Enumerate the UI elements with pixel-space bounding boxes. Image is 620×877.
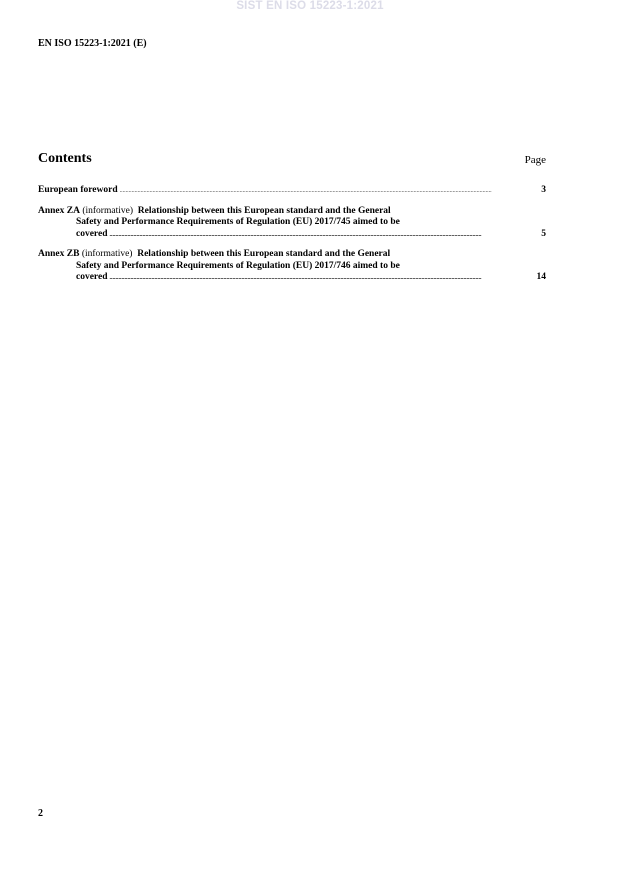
toc-entry-title-line3[interactable]: covered [76, 228, 108, 239]
toc-entry-annex-za[interactable] [38, 206, 546, 242]
toc-entry-page[interactable]: 14 [536, 272, 546, 282]
toc-entry-prefix: Annex ZB [38, 249, 80, 259]
watermark: SIST EN ISO 15223-1:2021 [236, 0, 384, 12]
toc-entry-foreword[interactable] [38, 185, 546, 198]
toc-entry-note: (informative) [82, 205, 133, 216]
toc-entry-title-line2[interactable]: Safety and Performance Requirements of Regulation (EU) 2017/745 aimed to be [76, 217, 400, 227]
toc-entry-page[interactable]: 3 [541, 185, 546, 195]
toc-entry-title-line1[interactable]: Relationship between this European standard and the General [137, 249, 391, 259]
page-number: 2 [38, 808, 43, 819]
page-column-heading: Page [524, 154, 546, 166]
toc-entry-annex-zb[interactable] [38, 249, 546, 285]
toc-entry-title-line3[interactable]: covered [76, 272, 108, 282]
toc-dot-leader [109, 229, 539, 242]
toc-entry-page[interactable]: 5 [541, 228, 546, 239]
document-id: EN ISO 15223-1:2021 (E) [38, 38, 147, 49]
toc-entry-title-line2[interactable]: Safety and Performance Requirements of Regulation (EU) 2017/746 aimed to be [76, 260, 400, 271]
toc-entry-note: (informative) [81, 249, 133, 259]
table-of-contents [38, 185, 546, 293]
toc-dot-leader [109, 272, 534, 285]
toc-dot-leader [120, 185, 540, 198]
toc-entry-prefix: Annex ZA [38, 205, 80, 216]
toc-entry-label[interactable]: European foreword [38, 185, 118, 195]
contents-heading: Contents [38, 151, 92, 166]
toc-entry-title-line1[interactable]: Relationship between this European standard and the General [137, 205, 391, 216]
